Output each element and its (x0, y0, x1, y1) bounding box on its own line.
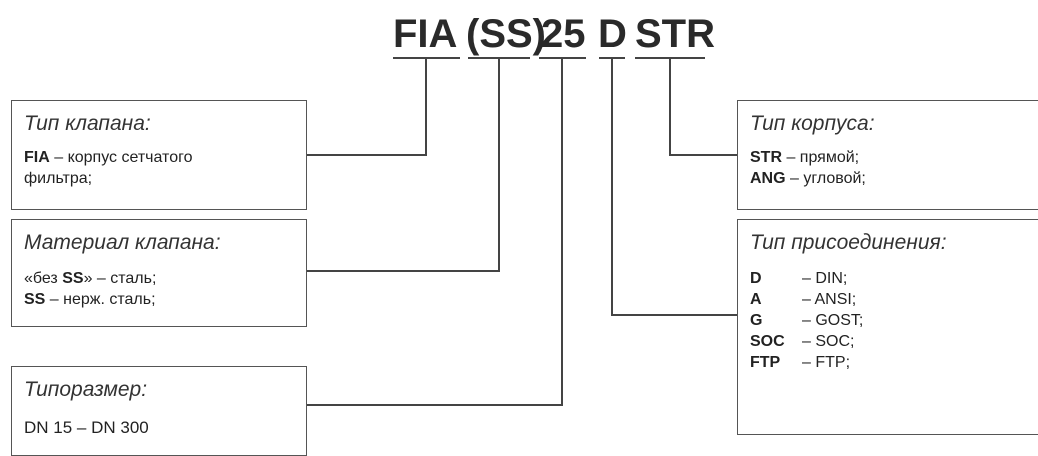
body-type-item (750, 147, 1034, 168)
body-type-code: STR (750, 149, 782, 166)
connection-code: D (750, 270, 762, 287)
size-title: Типоразмер: (24, 378, 148, 401)
connection-title: Тип присоединения: (750, 231, 947, 254)
connection-desc: – GOST; (802, 312, 864, 329)
body-type-desc: – прямой; (782, 149, 860, 166)
material-line1 (24, 268, 294, 289)
material-line2 (24, 289, 294, 310)
valve-type-line1 (24, 147, 294, 168)
code-segment-ss: (SS) (466, 12, 546, 56)
body-type-item (750, 168, 1034, 189)
connection-desc: – ANSI; (802, 291, 857, 308)
size-range: DN 15 – DN 300 (24, 418, 149, 437)
connector-body-type (670, 58, 738, 155)
valve-type-code: FIA (24, 149, 50, 166)
code-segment-size: 25 (541, 12, 586, 56)
connection-list (750, 268, 1034, 373)
valve-type-box (11, 100, 307, 210)
connection-desc: – DIN; (802, 270, 848, 287)
connection-desc: – SOC; (802, 333, 855, 350)
material-line1-post: » – сталь; (83, 270, 157, 287)
code-segment-connection: D (598, 12, 627, 56)
connection-item (750, 289, 1034, 310)
body-type-desc: – угловой; (785, 170, 866, 187)
material-box (11, 219, 307, 327)
material-line1-code: SS (62, 270, 84, 287)
connector-valve-type (306, 58, 426, 155)
material-title: Материал клапана: (24, 231, 221, 254)
connection-item (750, 268, 1034, 289)
material-line2-desc: – нерж. сталь; (45, 291, 156, 308)
body-type-box (737, 100, 1038, 210)
body-type-title: Тип корпуса: (750, 112, 875, 135)
connector-connection (612, 58, 738, 315)
material-line2-code: SS (24, 291, 46, 308)
code-segment-fia: FIA (393, 12, 458, 56)
valve-type-desc1: – корпус сетчатого (49, 149, 193, 166)
connection-code: SOC (750, 333, 785, 350)
connection-item (750, 310, 1034, 331)
size-box (11, 366, 307, 456)
connection-item (750, 331, 1034, 352)
valve-type-desc2: фильтра; (24, 170, 93, 187)
connection-code: G (750, 312, 763, 329)
connection-box (737, 219, 1038, 435)
connection-code: FTP (750, 354, 781, 371)
connection-code: A (750, 291, 762, 308)
connector-size (306, 58, 562, 405)
connection-desc: – FTP; (802, 354, 851, 371)
material-line1-pre: «без (24, 270, 63, 287)
connection-item (750, 352, 1034, 373)
code-segment-body: STR (635, 12, 715, 56)
valve-type-title: Тип клапана: (24, 112, 151, 135)
body-type-code: ANG (750, 170, 786, 187)
connector-material (306, 58, 499, 271)
